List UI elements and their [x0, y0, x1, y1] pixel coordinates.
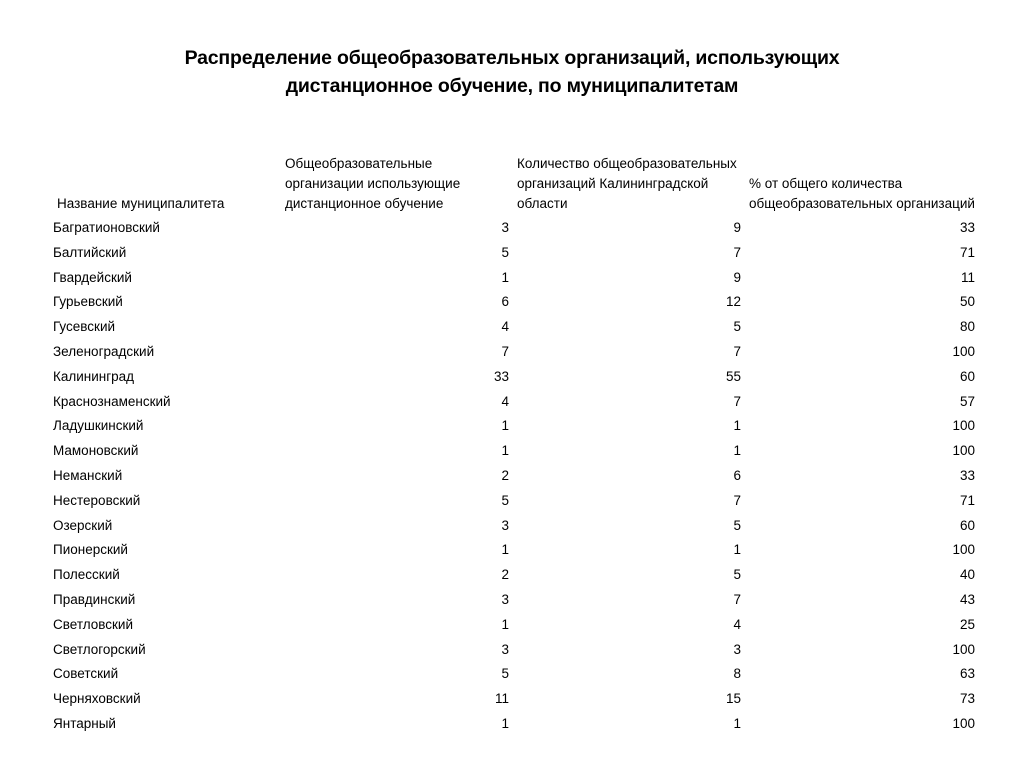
cell-municipality-name: Светлогорский — [53, 641, 146, 657]
table-header — [49, 132, 979, 216]
cell-municipality-name: Гусевский — [53, 319, 116, 335]
cell-percent-of-total: 100 — [952, 443, 975, 459]
cell-percent-of-total: 57 — [959, 393, 975, 409]
table-row — [49, 514, 979, 539]
cell-total-organizations: 3 — [733, 641, 741, 657]
cell-total-organizations: 7 — [733, 591, 741, 607]
cell-percent-of-total: 71 — [959, 492, 975, 508]
cell-using-distance-learning: 1 — [501, 443, 509, 459]
table-row — [49, 687, 979, 712]
table-row — [49, 613, 979, 638]
cell-municipality-name: Гвардейский — [53, 269, 132, 285]
cell-percent-of-total: 25 — [959, 616, 975, 632]
cell-municipality-name: Мамоновский — [53, 443, 139, 459]
cell-percent-of-total: 100 — [952, 641, 975, 657]
cell-percent-of-total: 100 — [952, 715, 975, 731]
cell-percent-of-total: 33 — [959, 467, 975, 483]
cell-total-organizations: 1 — [733, 443, 741, 459]
cell-using-distance-learning: 3 — [501, 641, 509, 657]
cell-percent-of-total: 63 — [959, 666, 975, 682]
cell-percent-of-total: 60 — [959, 368, 975, 384]
header-total-organizations: Количество общеобразовательных организаций Калининградской области — [517, 156, 737, 211]
cell-using-distance-learning: 3 — [501, 517, 509, 533]
cell-municipality-name: Светловский — [53, 616, 134, 632]
cell-total-organizations: 5 — [733, 319, 741, 335]
table-row — [49, 588, 979, 613]
table-row — [49, 365, 979, 390]
cell-total-organizations: 1 — [733, 715, 741, 731]
cell-municipality-name: Балтийский — [53, 244, 127, 260]
cell-using-distance-learning: 2 — [501, 567, 509, 583]
cell-municipality-name: Калининград — [53, 368, 135, 384]
cell-total-organizations: 12 — [725, 294, 741, 310]
cell-using-distance-learning: 7 — [501, 343, 509, 359]
cell-percent-of-total: 40 — [959, 567, 975, 583]
cell-total-organizations: 4 — [733, 616, 741, 632]
table-row — [49, 241, 979, 266]
table-row — [49, 489, 979, 514]
cell-using-distance-learning: 2 — [501, 467, 509, 483]
cell-using-distance-learning: 4 — [501, 393, 509, 409]
header-percent-of-total: % от общего количества общеобразовательных организаций — [749, 176, 975, 211]
cell-percent-of-total: 50 — [959, 294, 975, 310]
cell-total-organizations: 15 — [725, 691, 741, 707]
cell-municipality-name: Советский — [53, 666, 119, 682]
cell-municipality-name: Пионерский — [53, 542, 128, 558]
cell-total-organizations: 6 — [733, 467, 741, 483]
table-row — [49, 340, 979, 365]
header-using-distance-learning: Общеобразовательные организации использующие дистанционное обучение — [285, 156, 461, 211]
cell-using-distance-learning: 1 — [501, 715, 509, 731]
cell-municipality-name: Багратионовский — [53, 220, 160, 235]
cell-percent-of-total: 100 — [952, 418, 975, 434]
cell-using-distance-learning: 4 — [501, 319, 509, 335]
cell-total-organizations: 5 — [733, 517, 741, 533]
cell-municipality-name: Янтарный — [53, 715, 116, 731]
table-row — [49, 563, 979, 588]
cell-total-organizations: 1 — [733, 542, 741, 558]
cell-total-organizations: 7 — [733, 244, 741, 260]
cell-total-organizations: 7 — [733, 393, 741, 409]
table-row — [49, 390, 979, 415]
cell-total-organizations: 7 — [733, 343, 741, 359]
cell-municipality-name: Ладушкинский — [53, 418, 144, 434]
header-row — [49, 132, 979, 216]
table-row — [49, 638, 979, 663]
cell-municipality-name: Краснознаменский — [53, 393, 171, 409]
cell-municipality-name: Правдинский — [53, 591, 136, 607]
cell-municipality-name: Озерский — [53, 517, 113, 533]
table-row — [49, 439, 979, 464]
slide-title — [0, 44, 1024, 100]
cell-percent-of-total: 71 — [959, 244, 975, 260]
cell-using-distance-learning: 1 — [501, 269, 509, 285]
cell-using-distance-learning: 1 — [501, 418, 509, 434]
table-row — [49, 662, 979, 687]
cell-total-organizations: 9 — [733, 269, 741, 285]
cell-using-distance-learning: 3 — [501, 220, 509, 235]
cell-total-organizations: 55 — [725, 368, 741, 384]
table-row — [49, 315, 979, 340]
table-row — [49, 414, 979, 439]
cell-total-organizations: 1 — [733, 418, 741, 434]
cell-percent-of-total: 73 — [959, 691, 975, 707]
cell-total-organizations: 9 — [733, 220, 741, 235]
cell-percent-of-total: 11 — [960, 269, 975, 285]
slide-title-line-2: дистанционное обучение, по муниципалитетам — [285, 75, 739, 97]
slide-title-line-1: Распределение общеобразовательных организаций, использующих — [184, 47, 840, 69]
municipality-table — [49, 132, 979, 737]
table-row — [49, 538, 979, 563]
table-row — [49, 464, 979, 489]
cell-using-distance-learning: 1 — [501, 542, 509, 558]
cell-total-organizations: 5 — [733, 567, 741, 583]
cell-municipality-name: Зеленоградский — [53, 343, 155, 359]
cell-municipality-name: Черняховский — [53, 691, 141, 707]
table-row — [49, 290, 979, 315]
cell-percent-of-total: 43 — [959, 591, 975, 607]
cell-total-organizations: 7 — [733, 492, 741, 508]
cell-municipality-name: Гурьевский — [53, 294, 123, 310]
cell-municipality-name: Нестеровский — [53, 492, 141, 508]
cell-using-distance-learning: 5 — [501, 492, 509, 508]
table-body — [49, 216, 979, 737]
cell-municipality-name: Неманский — [53, 467, 123, 483]
cell-percent-of-total: 80 — [959, 319, 975, 335]
cell-using-distance-learning: 3 — [501, 591, 509, 607]
header-municipality-name: Название муниципалитета — [57, 196, 225, 211]
table-row — [49, 266, 979, 291]
table-row — [49, 712, 979, 737]
cell-using-distance-learning: 11 — [494, 691, 509, 707]
cell-using-distance-learning: 33 — [493, 368, 509, 384]
cell-percent-of-total: 100 — [952, 343, 975, 359]
cell-percent-of-total: 100 — [952, 542, 975, 558]
table-row — [49, 216, 979, 241]
cell-using-distance-learning: 1 — [501, 616, 509, 632]
cell-using-distance-learning: 6 — [501, 294, 509, 310]
cell-municipality-name: Полесский — [53, 567, 120, 583]
cell-percent-of-total: 33 — [959, 220, 975, 235]
cell-using-distance-learning: 5 — [501, 244, 509, 260]
cell-percent-of-total: 60 — [959, 517, 975, 533]
cell-total-organizations: 8 — [733, 666, 741, 682]
cell-using-distance-learning: 5 — [501, 666, 509, 682]
